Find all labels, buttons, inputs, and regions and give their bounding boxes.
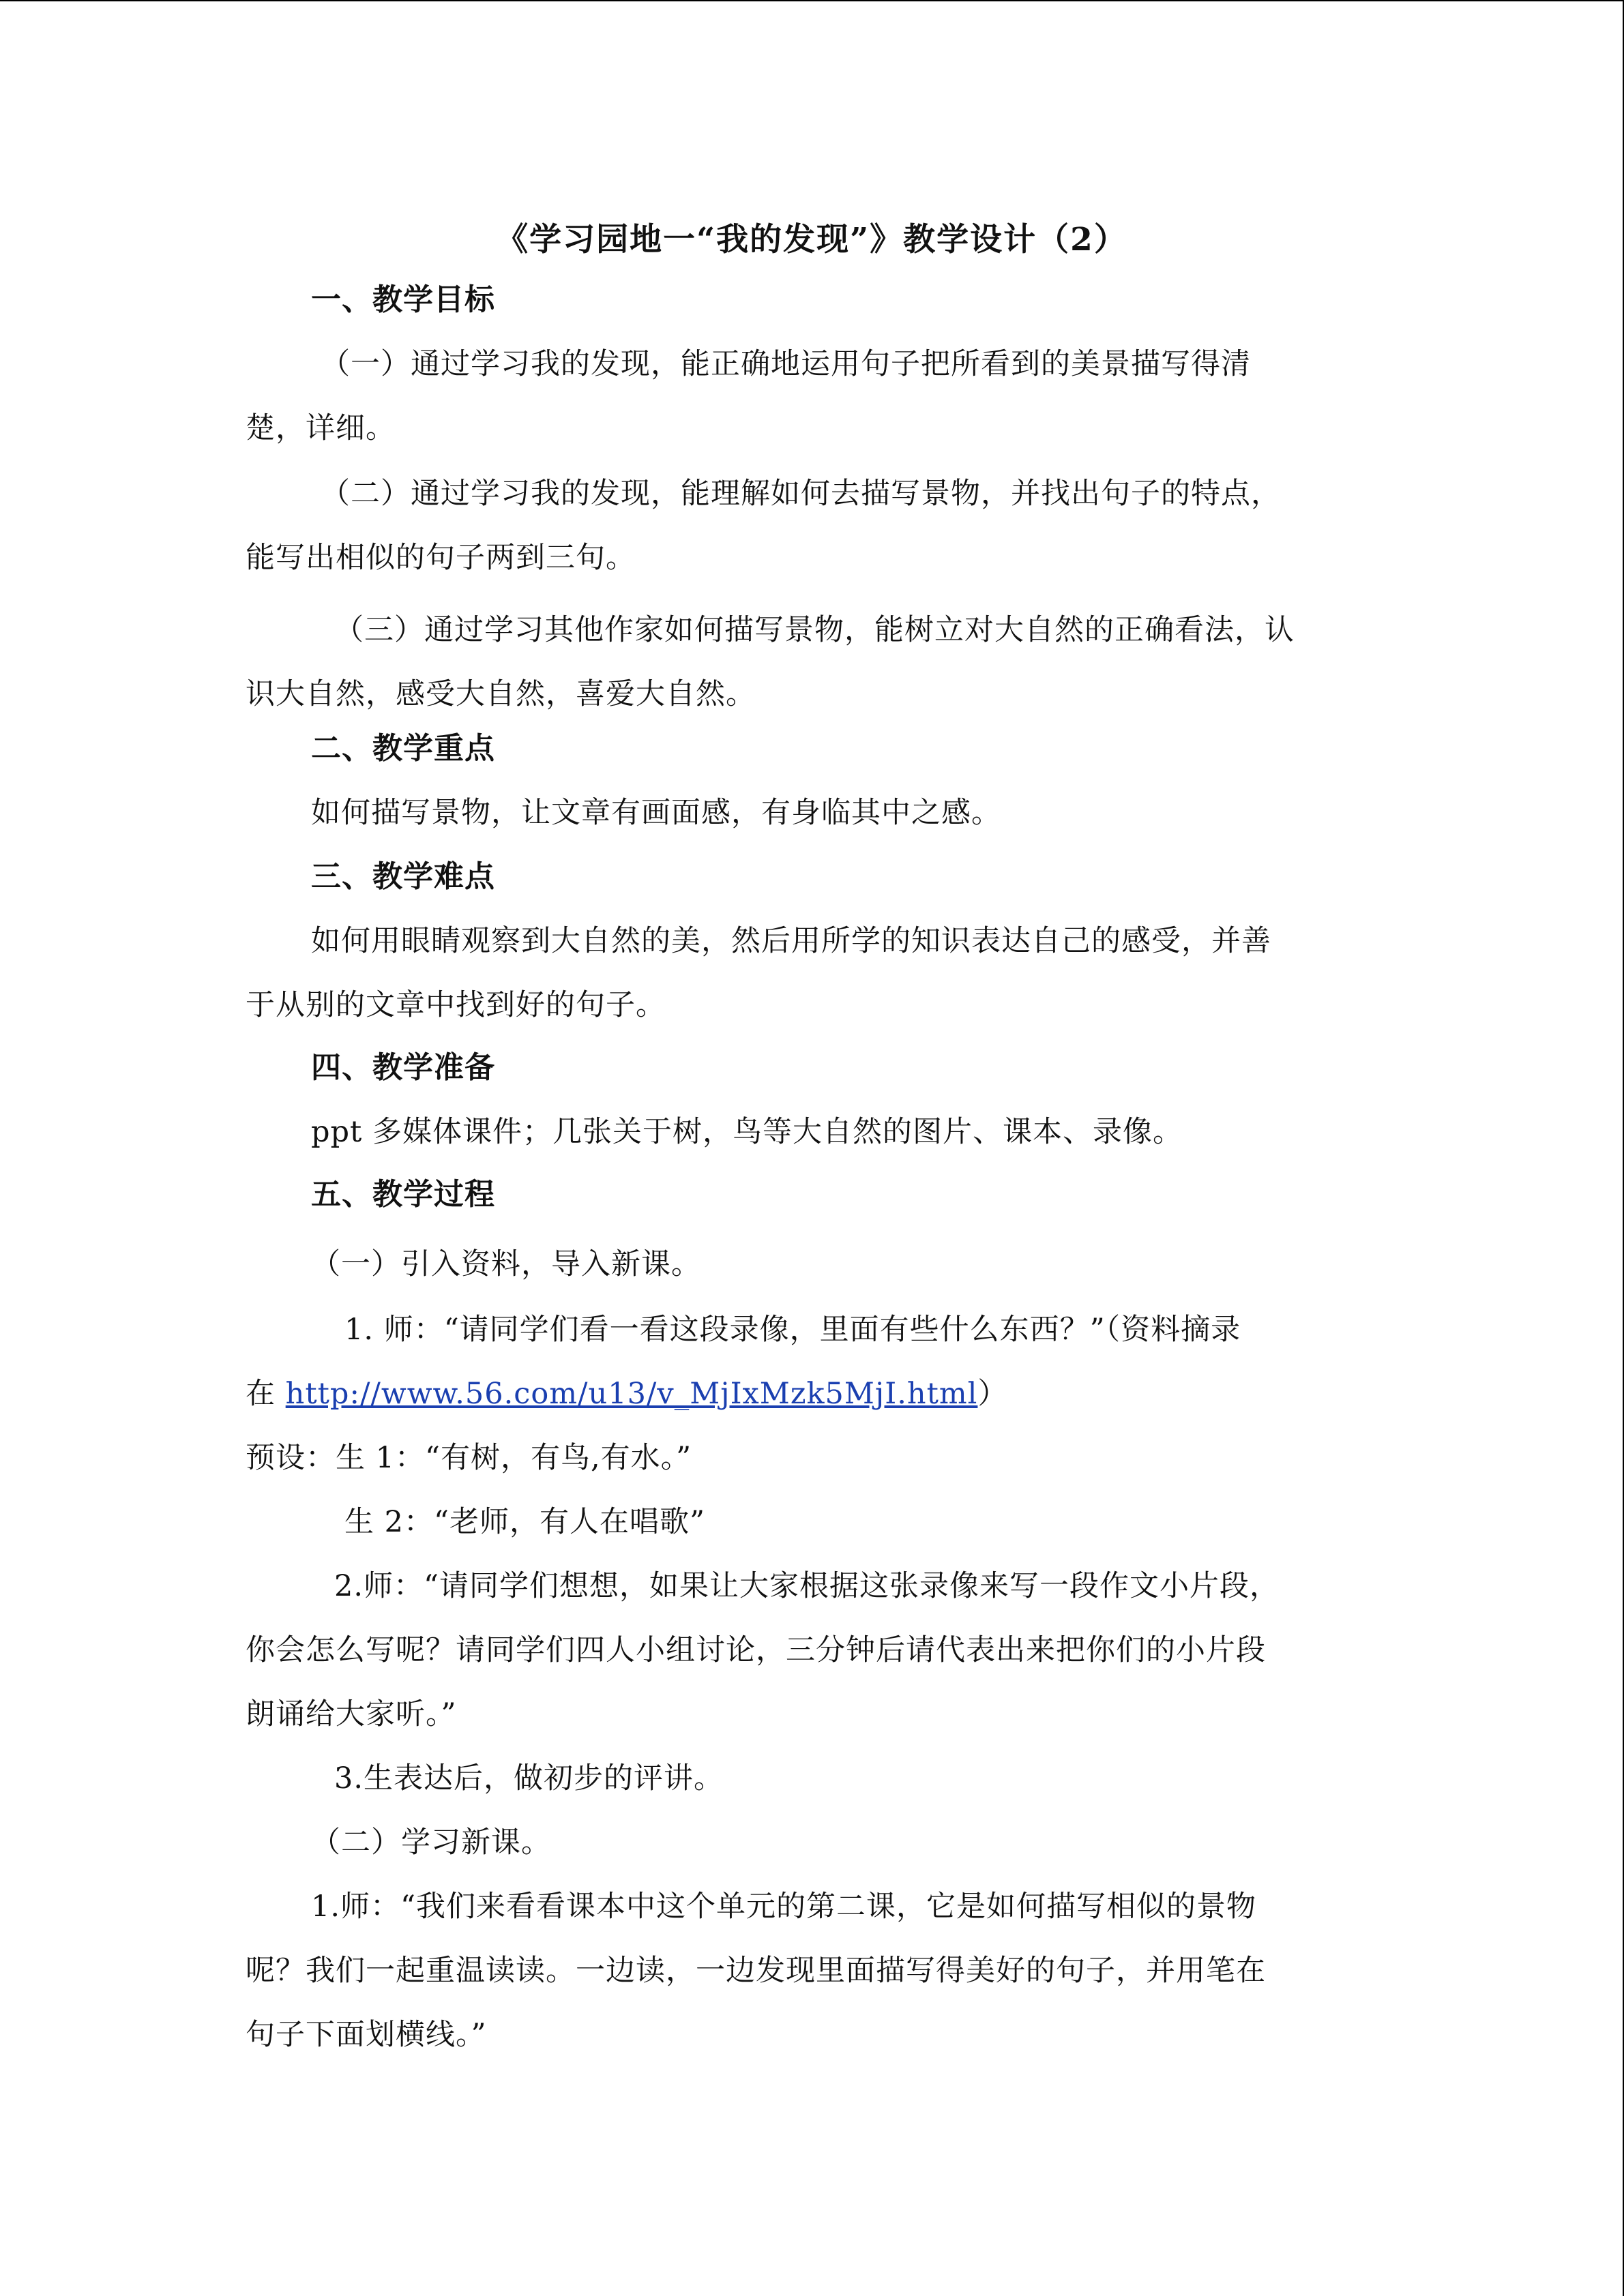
- objective-2-line-1: （二）通过学习我的发现，能理解如何去描写景物，并找出句子的特点，: [321, 477, 1281, 511]
- difficulties-line-2: 于从别的文章中找到好的句子。: [246, 988, 666, 1022]
- process-item-3: 3.生表达后，做初步的评讲。: [334, 1761, 724, 1795]
- section-heading-key-points: 二、教学重点: [311, 731, 495, 766]
- objective-2-line-2: 能写出相似的句子两到三句。: [246, 541, 636, 575]
- section-heading-difficulties: 三、教学难点: [311, 859, 495, 894]
- process-item-2-line-3: 朗诵给大家听。”: [246, 1697, 457, 1731]
- objective-3-line-1: （三）通过学习其他作家如何描写景物，能树立对大自然的正确看法，认: [334, 613, 1295, 647]
- preset-answer-2: 生 2：“老师，有人在唱歌”: [344, 1505, 705, 1539]
- process-item-2-line-1: 2.师：“请同学们想想，如果让大家根据这张录像来写一段作文小片段，: [334, 1569, 1280, 1603]
- objective-1-line-1: （一）通过学习我的发现，能正确地运用句子把所看到的美景描写得清: [321, 347, 1251, 381]
- process-item-1-line-1: 1. 师：“请同学们看一看这段录像，里面有些什么东西？”（资料摘录: [344, 1313, 1241, 1347]
- objective-1-line-2: 楚，详细。: [246, 411, 396, 445]
- section-heading-objectives: 一、教学目标: [311, 282, 495, 317]
- section-heading-preparation: 四、教学准备: [311, 1050, 495, 1085]
- process-item-1-prefix: 在: [246, 1377, 286, 1411]
- preparation-text: ppt 多媒体课件；几张关于树，鸟等大自然的图片、课本、录像。: [311, 1115, 1183, 1149]
- section-heading-process: 五、教学过程: [311, 1177, 495, 1212]
- page-title: 《学习园地一“我的发现”》教学设计（2）: [496, 221, 1127, 258]
- new-lesson-item-1-line-3: 句子下面划横线。”: [246, 2018, 487, 2052]
- process-subsection-2: （二）学习新课。: [311, 1825, 551, 1860]
- key-points-text: 如何描写景物，让文章有画面感，有身临其中之感。: [311, 796, 1001, 830]
- new-lesson-item-1-line-1: 1.师：“我们来看看课本中这个单元的第二课，它是如何描写相似的景物: [311, 1890, 1257, 1924]
- process-item-2-line-2: 你会怎么写呢？请同学们四人小组讨论，三分钟后请代表出来把你们的小片段: [246, 1633, 1266, 1667]
- objective-3-line-2: 识大自然，感受大自然，喜爱大自然。: [246, 677, 756, 711]
- preset-answer-1: 预设：生 1：“有树，有鸟,有水。”: [246, 1441, 692, 1475]
- process-item-1-suffix: ）: [977, 1377, 1008, 1411]
- process-subsection-1: （一）引入资料，导入新课。: [311, 1247, 701, 1281]
- resource-link[interactable]: http://www.56.com/u13/v_MjIxMzk5MjI.html: [285, 1377, 978, 1411]
- process-item-1-line-2: [246, 1376, 1007, 1412]
- new-lesson-item-1-line-2: 呢？我们一起重温读读。一边读，一边发现里面描写得美好的句子，并用笔在: [246, 1954, 1266, 1988]
- difficulties-line-1: 如何用眼睛观察到大自然的美，然后用所学的知识表达自己的感受，并善: [311, 924, 1271, 958]
